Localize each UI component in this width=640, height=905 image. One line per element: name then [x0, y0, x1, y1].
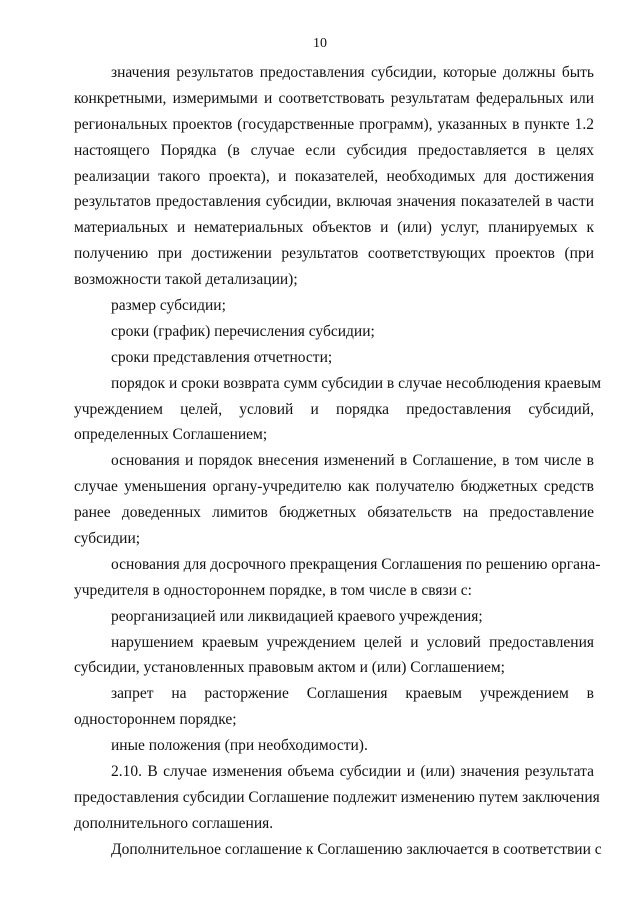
- text-line: одностороннем порядке;: [74, 711, 237, 729]
- text-line: получению при достижении результатов соответствующих проектов (при: [74, 245, 594, 263]
- text-line: запрет на расторжение Соглашения краевым учреждением в: [111, 685, 594, 703]
- text-line: иные положения (при необходимости).: [111, 737, 368, 755]
- text-line: результатов предоставления субсидии, включая значения показателей в части: [74, 193, 594, 211]
- text-line: сроки представления отчетности;: [111, 348, 333, 366]
- text-line: Дополнительное соглашение к Соглашению заключается в соответствии с: [111, 840, 602, 858]
- text-line: субсидии;: [74, 530, 141, 548]
- text-line: сроки (график) перечисления субсидии;: [111, 322, 375, 340]
- text-line: учреждением целей, условий и порядка предоставления субсидий,: [74, 400, 594, 418]
- text-line: предоставления субсидии Соглашение подлежит изменению путем заключения: [74, 788, 600, 806]
- text-line: нарушением краевым учреждением целей и условий предоставления: [111, 633, 594, 651]
- text-line: реорганизацией или ликвидацией краевого учреждения;: [111, 607, 483, 625]
- text-line: субсидии, установленных правовым актом и (или) Соглашением;: [74, 659, 505, 677]
- text-line: порядок и сроки возврата сумм субсидии в случае несоблюдения краевым: [111, 374, 602, 392]
- text-line: реализации такого проекта), и показателей, необходимых для достижения: [74, 167, 594, 185]
- text-line: ранее доведенных лимитов бюджетных обязательств на предоставление: [74, 504, 594, 522]
- text-line: региональных проектов (государственные программ), указанных в пункте 1.2: [74, 115, 594, 133]
- text-line: случае уменьшения органу-учредителю как получателю бюджетных средств: [74, 478, 594, 496]
- text-line: значения результатов предоставления субсидии, которые должны быть: [111, 64, 594, 81]
- text-line: конкретными, измеримыми и соответствовать результатам федеральных или: [74, 89, 594, 107]
- text-line: 2.10. В случае изменения объема субсидии и (или) значения результата: [111, 763, 594, 781]
- text-line: определенных Соглашением;: [74, 426, 268, 444]
- text-line: настоящего Порядка (в случае если субсидия предоставляется в целях: [74, 141, 594, 159]
- document-body: [74, 60, 602, 863]
- text-line: дополнительного соглашения.: [74, 814, 274, 832]
- text-line: учредителя в одностороннем порядке, в том числе в связи с:: [74, 581, 472, 599]
- text-line: материальных и нематериальных объектов и (или) услуг, планируемых к: [74, 219, 594, 237]
- text-line: основания и порядок внесения изменений в Соглашение, в том числе в: [111, 452, 594, 470]
- text-line: основания для досрочного прекращения Соглашения по решению органа-: [111, 555, 601, 573]
- text-line: размер субсидии;: [111, 297, 226, 315]
- page-number: 10: [313, 36, 327, 51]
- text-line: возможности такой детализации);: [74, 271, 298, 289]
